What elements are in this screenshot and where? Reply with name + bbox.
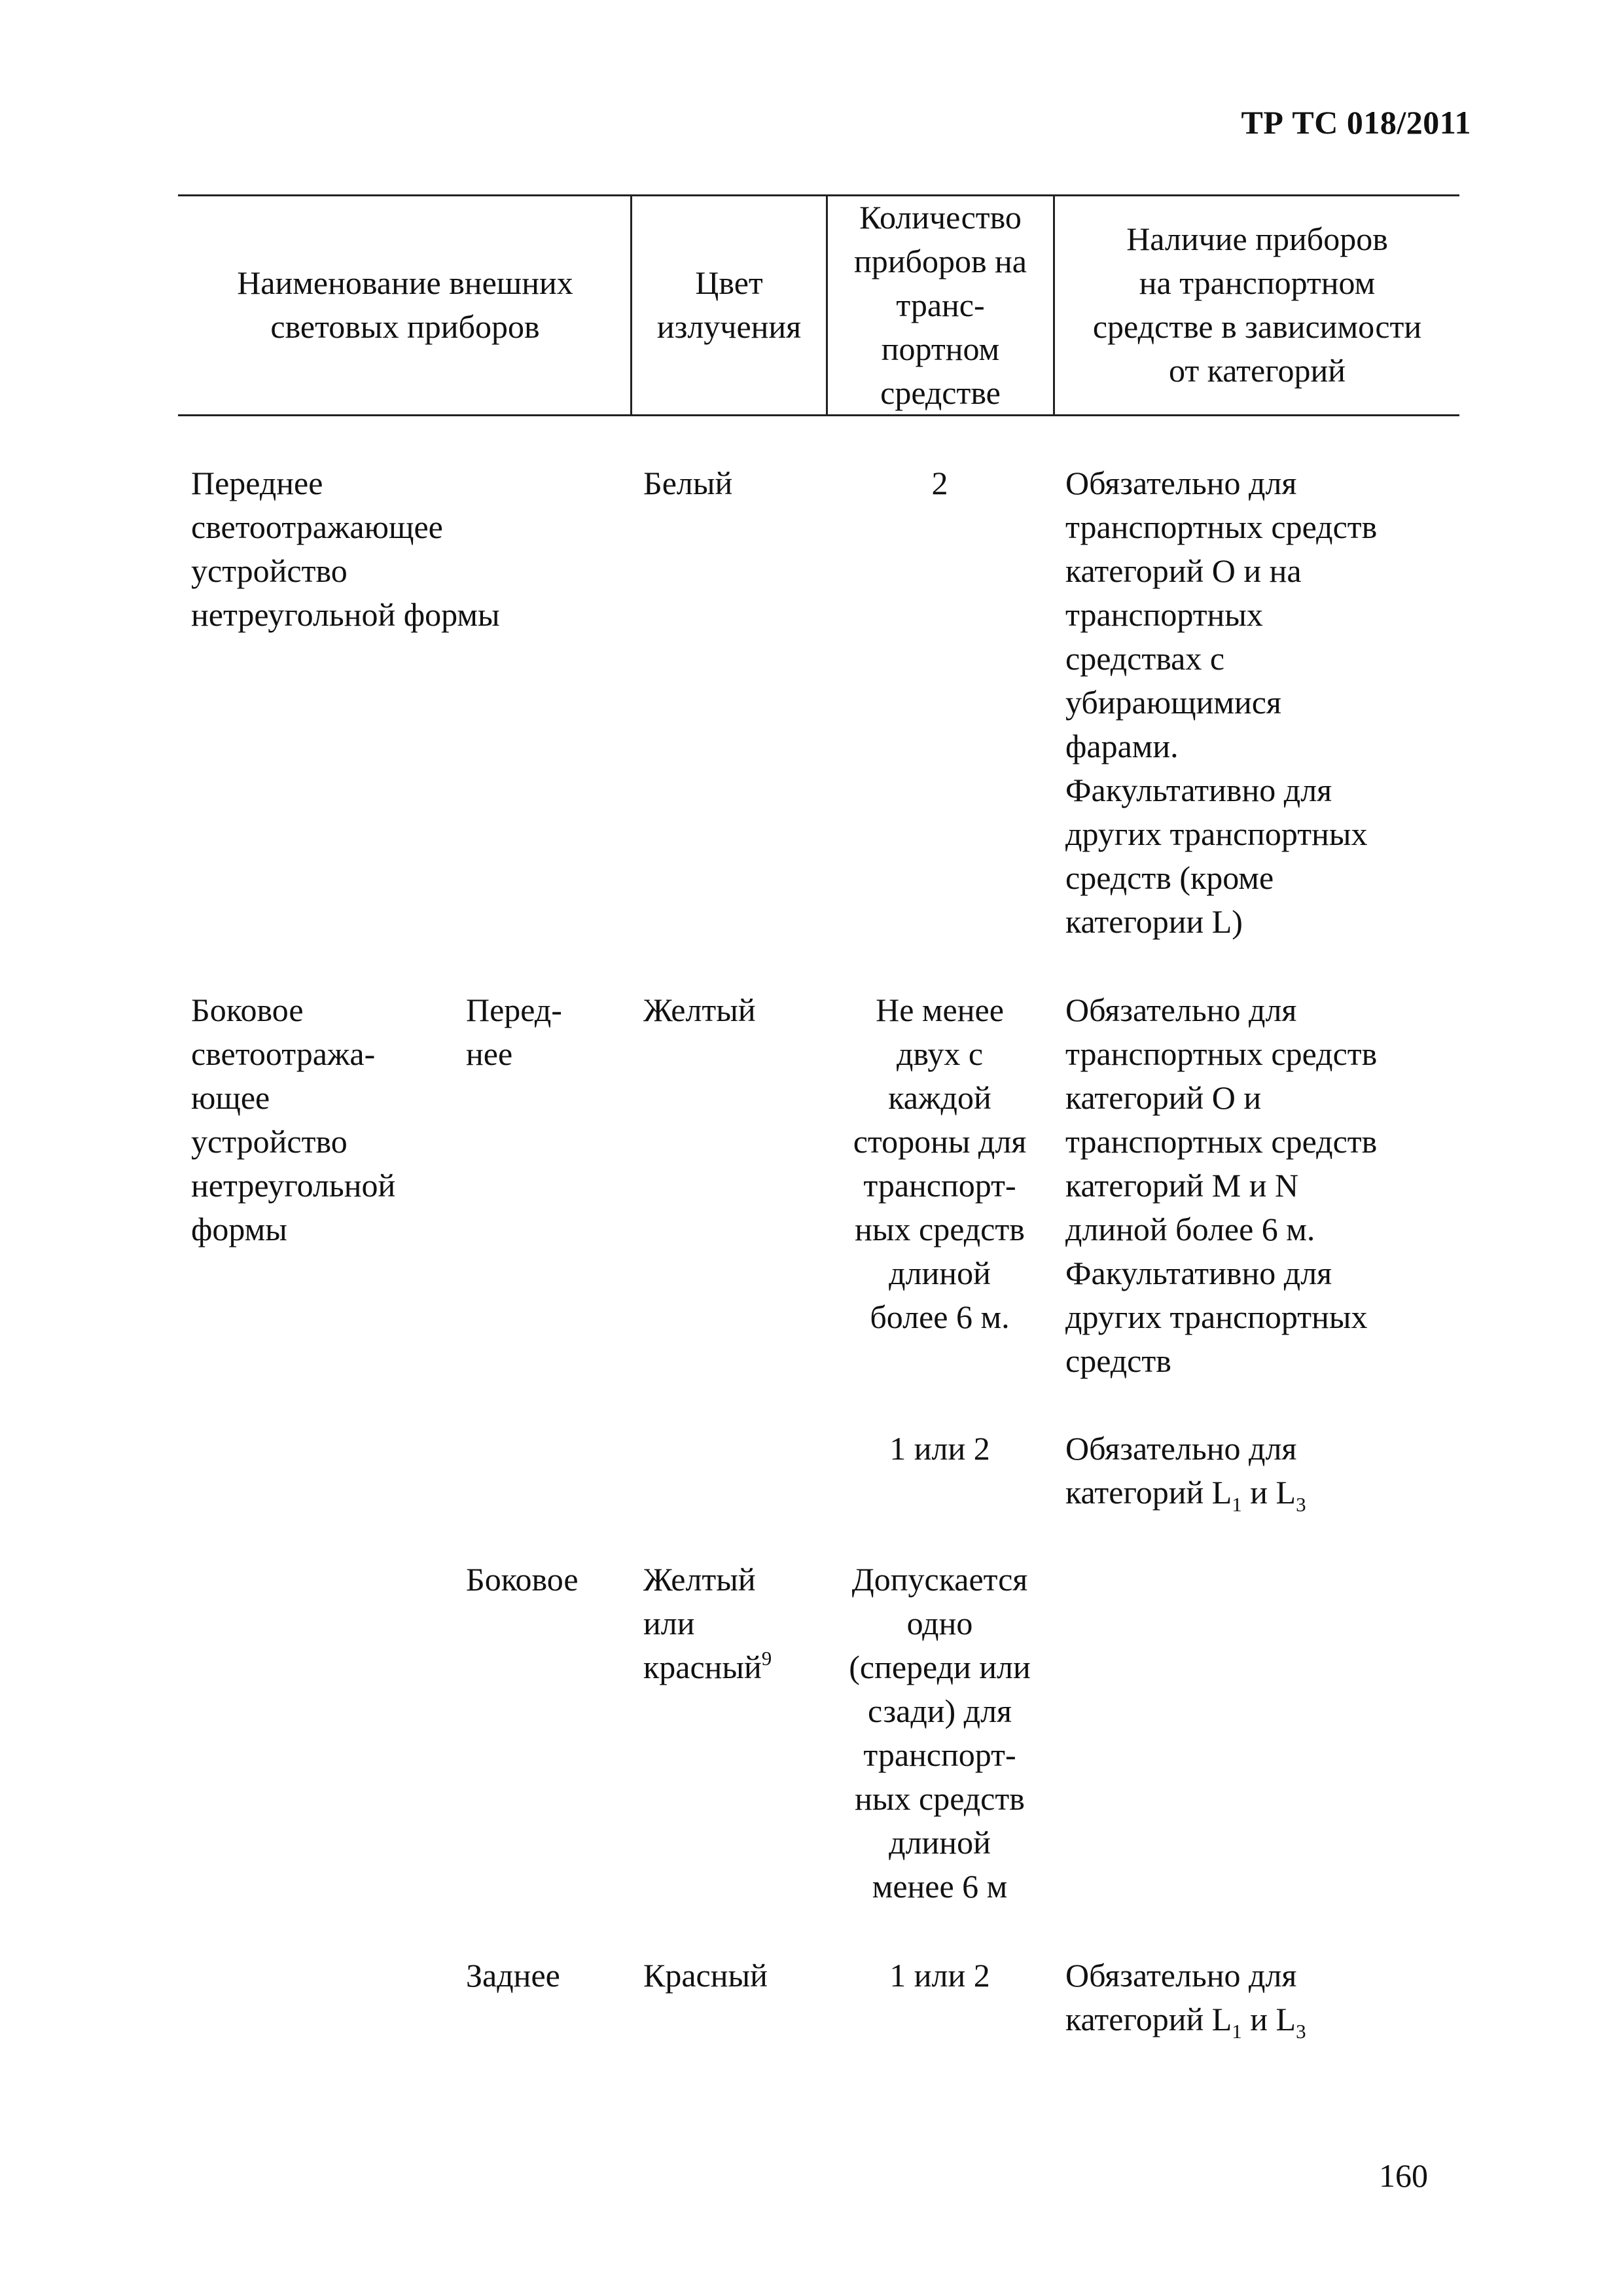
row-5-requirement-mid: и L xyxy=(1241,2001,1296,2037)
row-4-subtype: Боковое xyxy=(466,1561,579,1598)
row-4-color-text: Желтый или красный xyxy=(643,1561,762,1685)
row-5-quantity: 1 или 2 xyxy=(889,1957,990,1994)
row-1-color: Белый xyxy=(643,465,733,501)
row-3-subscript-1: 1 xyxy=(1232,1493,1242,1516)
footnote-marker: 9 xyxy=(761,1647,772,1670)
document-code: ТР ТС 018/2011 xyxy=(1241,104,1471,141)
row-5-requirement xyxy=(1065,1954,1306,2041)
row-5-requirement-text: Обязательно для категорий L xyxy=(1065,1957,1297,2037)
table-header-bottom-rule xyxy=(178,414,1459,416)
column-header-requirement: Наличие приборов на транспортном средстве в зависимости от категорий xyxy=(1092,221,1422,389)
row-3-requirement xyxy=(1065,1427,1306,1515)
row-2-requirement: Обязательно для транспортных средств категорий О и транспортных средств категорий М и N длиной более 6 м. Факультативно для других транспортных средств xyxy=(1065,992,1378,1379)
column-header-name: Наименование внешних световых приборов xyxy=(237,264,573,345)
row-5-subscript-3: 3 xyxy=(1296,2020,1306,2043)
row-5-subtype: Заднее xyxy=(466,1957,560,1994)
row-1-name: Переднее светоотражающее устройство нетреугольной формы xyxy=(191,465,500,633)
column-header-color: Цвет излучения xyxy=(656,264,802,345)
row-4-color xyxy=(643,1558,772,1689)
row-3-requirement-text: Обязательно для категорий L xyxy=(1065,1430,1297,1511)
page-number: 160 xyxy=(1379,2157,1428,2194)
row-1-quantity: 2 xyxy=(931,465,948,501)
row-3-subscript-3: 3 xyxy=(1296,1493,1306,1516)
row-5-color: Красный xyxy=(643,1957,768,1994)
row-2-quantity: Не менее двух с каждой стороны для транспорт- ных средств длиной более 6 м. xyxy=(853,992,1027,1335)
row-1-requirement: Обязательно для транспортных средств категорий О и на транспортных средствах с убирающимися фарами. Факультативно для других транспортных средств (кроме категории L) xyxy=(1065,465,1378,940)
row-3-requirement-mid: и L xyxy=(1241,1474,1296,1511)
row-2-color: Желтый xyxy=(643,992,756,1028)
row-2-name: Боковое светоотража- ющее устройство нетреугольной формы xyxy=(191,992,396,1247)
row-5-subscript-1: 1 xyxy=(1232,2020,1242,2043)
row-4-quantity: Допускается одно (спереди или сзади) для транспорт- ных средств длиной менее 6 м xyxy=(849,1561,1031,1905)
column-header-quantity: Количество приборов на транс- портном средстве xyxy=(853,198,1027,411)
row-3-quantity: 1 или 2 xyxy=(889,1430,990,1467)
row-2-subtype: Перед- нее xyxy=(466,992,562,1072)
